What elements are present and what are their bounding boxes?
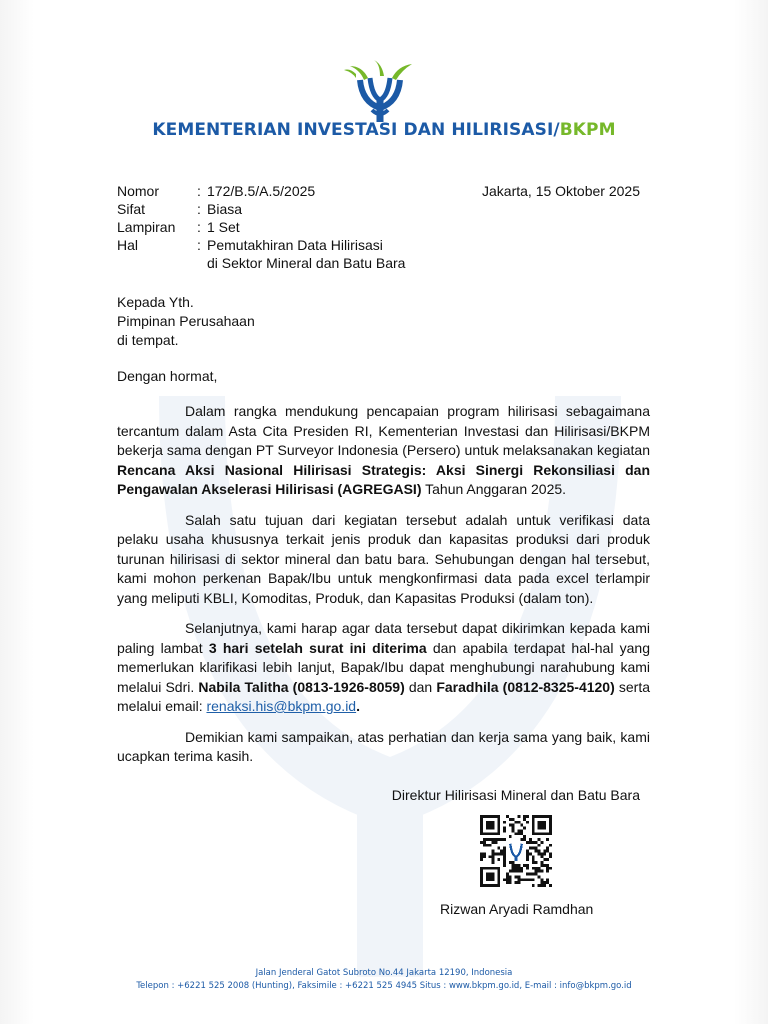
ministry-name-main: KEMENTERIAN INVESTASI DAN HILIRISASI/ — [152, 120, 560, 140]
salutation: Dengan hormat, — [117, 368, 218, 384]
meta-separator: : — [197, 237, 201, 253]
meta-separator: : — [197, 201, 201, 217]
text-span: Dalam rangka mendukung pencapaian program hilirisasi sebagaimana tercantum dalam Asta Cita Presiden RI, Kementerian Investasi dan Hilirisasi/BKPM bekerja sama dengan PT Surveyor Indonesia (Persero) untuk melaksanakan kegiatan — [117, 403, 650, 458]
meta-value — [207, 236, 405, 272]
footer — [0, 967, 768, 993]
footer-address: Jalan Jenderal Gatot Subroto No.44 Jakarta 12190, Indonesia — [255, 968, 513, 978]
meta-value: Biasa — [207, 201, 243, 217]
paragraph-2: Salah satu tujuan dari kegiatan tersebut adalah untuk verifikasi data pelaku usaha khususnya terkait jenis produk dan kapasitas produksi dari produk turunan hilirisasi di sektor mineral dan batu bara. Sehubungan dengan hal tersebut, kami mohon perkenan Bapak/Ibu untuk mengkonfirmasi data pada excel terlampir yang meliputi KBLI, Komoditas, Produk, dan Kapasitas Produksi (dalam ton). — [117, 511, 650, 606]
contact-person-2: Faradhila (0812-8325-4120) — [436, 678, 615, 695]
page-edge-right — [734, 0, 768, 1024]
text-span: dan — [404, 678, 437, 695]
meta-value: 1 Set — [207, 219, 240, 235]
meta-label: Nomor — [117, 183, 160, 199]
meta-sifat — [117, 200, 405, 218]
recipient-block — [117, 293, 255, 350]
meta-nomor — [117, 182, 405, 200]
contact-person-1: Nabila Talitha (0813-1926-8059) — [198, 678, 405, 695]
deadline: 3 hari setelah surat ini diterima — [208, 639, 427, 656]
ministry-logo-icon — [340, 58, 420, 124]
meta-separator: : — [197, 219, 201, 235]
meta-separator: : — [197, 183, 201, 199]
meta-lampiran — [117, 218, 405, 236]
text-span: Selanjutnya, kami harap agar data tersebut dapat dikirimkan kepada kami paling lambat — [117, 620, 650, 656]
paragraph-1 — [117, 402, 650, 500]
text-span: dan apabila terdapat hal-hal yang memerlukan klarifikasi lebih lanjut, Bapak/Ibu dapat menghubungi narahubung kami melalui Sdri. — [117, 639, 651, 695]
signatory-name: Rizwan Aryadi Ramdhan — [440, 901, 594, 917]
ministry-name-accent: BKPM — [559, 120, 616, 140]
recipient-line-3: di tempat. — [117, 332, 179, 348]
text-span: serta melalui email: — [117, 678, 650, 714]
meta-hal — [117, 236, 405, 272]
paragraph-3 — [117, 619, 650, 717]
letter-meta — [117, 182, 405, 272]
recipient-line-2: Pimpinan Perusahaan — [117, 313, 255, 329]
text-span: Tahun Anggaran 2025. — [421, 481, 567, 497]
place-date: Jakarta, 15 Oktober 2025 — [482, 183, 640, 199]
program-name: Rencana Aksi Nasional Hilirisasi Strategis: Aksi Sinergi Rekonsiliasi dan Pengawalan Akselerasi Hilirisasi (AGREGASI) — [117, 461, 650, 497]
paragraph-4: Demikian kami sampaikan, atas perhatian dan kerja sama yang baik, kami ucapkan terima kasih. — [117, 728, 650, 764]
text-span: . — [356, 698, 360, 714]
ministry-name — [0, 120, 768, 140]
recipient-line-1: Kepada Yth. — [117, 294, 194, 310]
meta-hal-line-2: di Sektor Mineral dan Batu Bara — [207, 255, 406, 271]
meta-value: 172/B.5/A.5/2025 — [207, 183, 316, 199]
footer-contact: Telepon : +6221 525 2008 (Hunting), Faksimile : +6221 525 4945 Situs : www.bkpm.go.id, E-mail : info@bkpm.go.id — [136, 981, 632, 991]
signature-qr-code — [480, 814, 552, 888]
meta-hal-line-1: Pemutakhiran Data Hilirisasi — [207, 237, 383, 253]
meta-label: Lampiran — [117, 219, 176, 235]
meta-label: Sifat — [117, 201, 146, 217]
letter-body — [117, 402, 650, 778]
signatory-title: Direktur Hilirisasi Mineral dan Batu Bara — [391, 787, 640, 803]
meta-label: Hal — [117, 237, 139, 253]
page-edge-left — [0, 0, 34, 1024]
email-link[interactable]: renaksi.his@bkpm.go.id — [206, 698, 357, 714]
